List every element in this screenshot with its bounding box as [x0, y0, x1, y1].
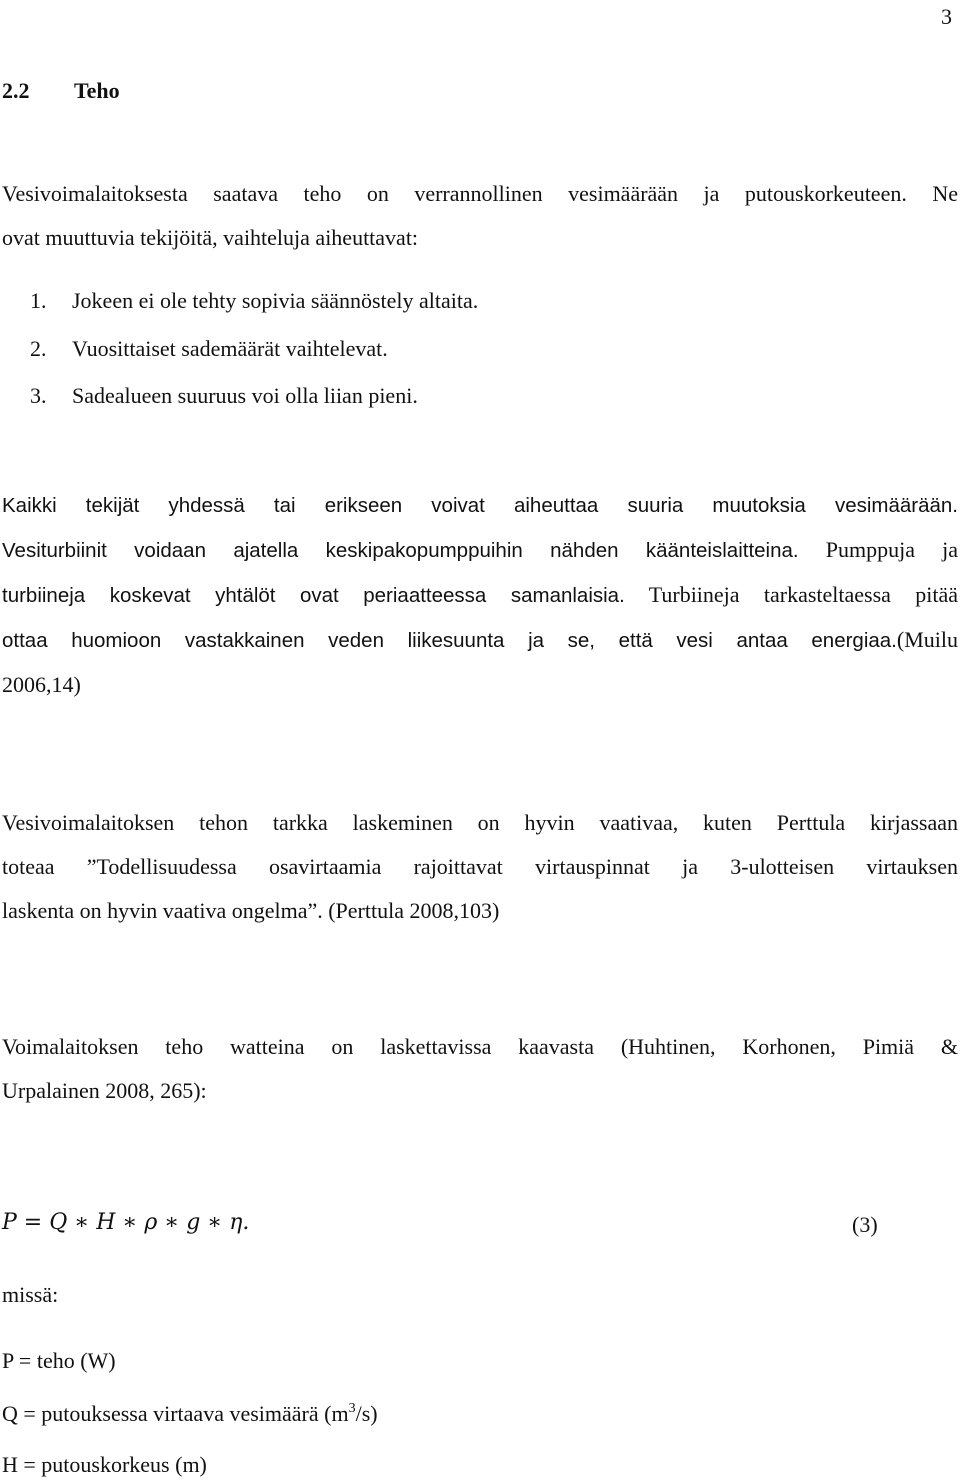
paragraph-line: Vesivoimalaitoksen tehon tarkka laskeminen on hyvin vaativaa, kuten Perttula kirjassaan — [2, 810, 958, 835]
definition-q — [2, 1401, 378, 1427]
section-number: 2.2 — [2, 78, 30, 103]
intro-line-2: ovat muuttuvia tekijöitä, vaihteluja aiheuttavat: — [2, 225, 419, 250]
section-heading — [2, 78, 120, 104]
section-title: Teho — [74, 78, 120, 103]
formula-number: (3) — [852, 1212, 878, 1237]
list-item — [30, 336, 388, 362]
list-item — [30, 288, 478, 314]
intro-line-1: Vesivoimalaitoksesta saatava teho on verrannollinen vesimäärään ja putouskorkeuteen. Ne — [2, 181, 958, 206]
paragraph-line — [2, 618, 958, 663]
paragraph-segment: (Muilu — [896, 627, 958, 652]
paragraph-calculation — [2, 801, 958, 933]
page-number: 3 — [941, 4, 952, 29]
superscript-exponent: 3 — [348, 1401, 356, 1416]
definition-p: P = teho (W) — [2, 1348, 116, 1373]
paragraph-segment: turbiineja koskevat yhtälöt ovat periaatteessa samanlaisia. — [2, 584, 625, 607]
paragraph-line: Urpalainen 2008, 265): — [2, 1078, 207, 1103]
list-item-text: Jokeen ei ole tehty sopivia säännöstely altaita. — [72, 288, 479, 313]
paragraph-line — [2, 528, 958, 573]
list-item-text: Vuosittaiset sademäärät vaihtelevat. — [72, 336, 388, 361]
list-item-number: 3. — [30, 383, 47, 408]
paragraph-turbines — [2, 484, 958, 707]
definition-q-text: Q = putouksessa virtaava vesimäärä (m — [2, 1401, 349, 1426]
paragraph-line: 2006,14) — [2, 672, 81, 697]
list-item-text: Sadealueen suuruus voi olla liian pieni. — [72, 383, 418, 408]
paragraph-formula-intro — [2, 1025, 958, 1113]
list-item — [30, 383, 418, 409]
paragraph-line: toteaa ”Todellisuudessa osavirtaamia rajoittavat virtauspinnat ja 3-ulotteisen virtauksen — [2, 854, 958, 879]
paragraph-line: laskenta on hyvin vaativa ongelma”. (Perttula 2008,103) — [2, 898, 500, 923]
where-label: missä: — [2, 1282, 59, 1307]
list-item-number: 1. — [30, 288, 47, 313]
power-formula: P = Q ∗ H ∗ ρ ∗ g ∗ η. — [2, 1210, 250, 1235]
paragraph-segment: Vesiturbiinit voidaan ajatella keskipakopumppuihin nähden käänteislaitteina. — [2, 539, 799, 562]
definition-q-end: /s) — [355, 1401, 378, 1426]
definition-h: H = putouskorkeus (m) — [2, 1452, 207, 1477]
paragraph-line — [2, 573, 958, 618]
paragraph-line: Voimalaitoksen teho watteina on laskettavissa kaavasta (Huhtinen, Korhonen, Pimiä & — [2, 1034, 958, 1059]
paragraph-segment: Turbiineja tarkasteltaessa pitää — [648, 582, 958, 607]
paragraph-segment: ottaa huomioon vastakkainen veden liikesuunta ja se, että vesi antaa energiaa. — [2, 629, 897, 652]
intro-paragraph — [2, 172, 958, 260]
paragraph-line: Kaikki tekijät yhdessä tai erikseen voivat aiheuttaa suuria muutoksia vesimäärään. — [2, 494, 958, 517]
list-item-number: 2. — [30, 336, 47, 361]
paragraph-segment: Pumppuja ja — [825, 537, 958, 562]
